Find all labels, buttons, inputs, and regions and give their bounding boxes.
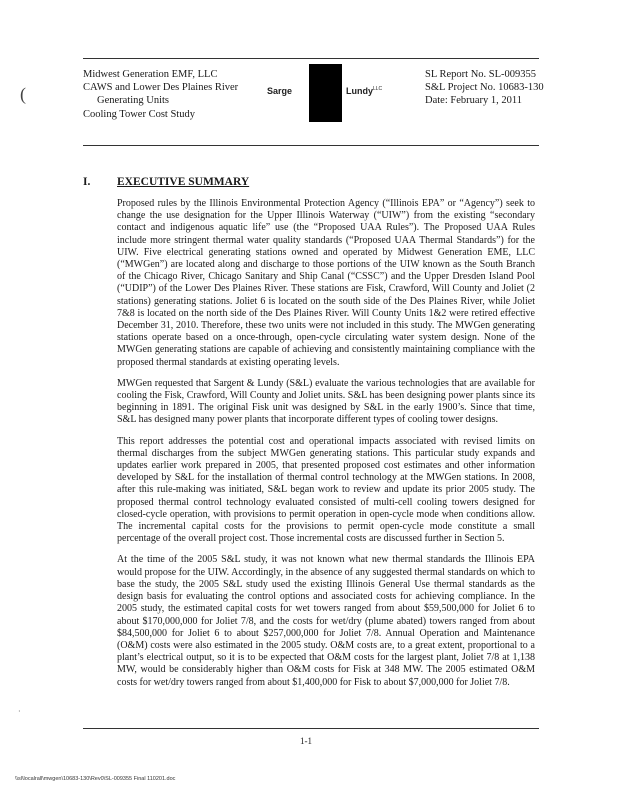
paragraph-3: This report addresses the potential cost and operational impacts associated with revised limits on thermal discharges from the subject MWGen generating stations. This particular study expands and updates earlier work prepared in 2005, that presented proposed cost estimates and other information developed by S&L for the installation of thermal control technology at the MWGen stations. In 2008, after this rule-making was initiated, S&L began work to review and update its prior 2005 study. The proposed thermal control technology evaluated consisted of multi-cell cooling towers designed for closed-cycle operation, with provisions to permit operation in open-cycle mode when conditions allow. The incremental capital costs for the provisions to permit open-cycle mode constitute a small percentage of the overall project cost. Those incremental costs are discussed further in Section 5. <box>117 435 535 545</box>
header-company: Midwest Generation EMF, LLC <box>83 69 218 80</box>
sargent-lundy-logo-block <box>309 64 342 122</box>
footer-file-path: \\sl\localrall\mwgen\10683-130\Rev0\SL-009355 Final 110201.doc <box>15 776 176 782</box>
margin-dot-mark: · <box>18 707 21 716</box>
logo-text-left: Sarge <box>267 86 293 96</box>
logo-suffix: LLC <box>373 86 383 92</box>
footer-rule <box>83 728 539 729</box>
report-number: SL Report No. SL-009355 <box>425 69 537 80</box>
paragraph-4: At the time of the 2005 S&L study, it was not known what new thermal standards the Illinois EPA would propose for the UIW. Accordingly, in the absence of any suggested thermal standards on which to base the study, the 2005 S&L study used the existing Illinois General Use thermal standards as the design basis for evaluating the control options and associated costs for achieving compliance. In the 2005 study, the estimated capital costs for wet towers ranged from about $59,500,000 for Joliet 6 to about $170,000,000 for Joliet 7/8, and the costs for wet/dry (plume abated) towers ranged from about $84,500,000 for Joliet 6 to about $257,000,000 for Joliet 7/8. Annual Operation and Maintenance (O&M) costs were also estimated in the 2005 study. O&M costs are, to a great extent, proportional to a plant’s electrical output, so it is to be expected that O&M costs for the largest plant, Joliet 7/8 at 1,138 MW, would be considerably higher than O&M costs for Fisk at 348 MW. The 2005 estimated O&M costs for wet/dry towers ranged from about $1,400,000 for Fisk to about $7,000,000 for Joliet 7/8. <box>117 554 535 688</box>
paragraph-1: Proposed rules by the Illinois Environmental Protection Agency (“Illinois EPA” or “Agency”) seek to change the use designation for the Upper Illinois Waterway (“UIW”) from the existing “secondary contact and indigenous aquatic life” use (the “Proposed UAA Rules”). The Proposed UAA Rules include more stringent thermal water quality standards (“Proposed UAA Thermal Standards”) for the UIW. Five electrical generating stations owned and operated by Midwest Generation EME, LLC (“MWGen”) are located along and discharge to those portions of the UIW known as the South Branch of the Chicago River, Chicago Sanitary and Ship Canal (“CSSC”) and the Upper Dresden Island Pool (“UDIP”) of the Lower Des Plaines River. These stations are Fisk, Crawford, Will County and Joliet (2 stations) generating stations. Joliet 6 is located on the south side of the Des Plaines River, while Joliet 7&8 is located on the north side of the Des Plaines River. Will County Units 1&2 were retired effective December 31, 2010. Therefore, these two units were not included in this study. The MWGen generating stations operate based on a once-through, open-cycle circulating water system design. None of the MWGen generating stations are capable of achieving and consistently maintaining compliance with the proposed thermal standards at existing operating levels. <box>117 198 535 368</box>
margin-bracket-mark: ( <box>20 84 26 104</box>
header-project-line2: Generating Units <box>97 95 170 107</box>
header-study-title: Cooling Tower Cost Study <box>83 108 195 120</box>
page-number: 1-1 <box>300 736 312 746</box>
section-title: EXECUTIVE SUMMARY <box>117 176 250 188</box>
header-project-line1: CAWS and Lower Des Plaines River <box>83 82 239 94</box>
header-left-block <box>83 68 238 121</box>
paragraph-2: MWGen requested that Sargent & Lundy (S&L) evaluate the various technologies that are available for cooling the Fisk, Crawford, Will County and Joliet units. S&L has been designing power plants since its beginning in 1891. The original Fisk unit was designed by S&L in the early 1900’s. Since that time, S&L has designed many power plants that incorporate different types of cooling tower designs. <box>117 377 535 426</box>
body-text <box>117 198 535 698</box>
header-bottom-rule <box>83 145 539 146</box>
logo-text-right <box>346 86 382 96</box>
section-number: I. <box>83 176 91 188</box>
header-top-rule <box>83 58 539 59</box>
header-right-block <box>425 68 544 108</box>
logo-right-word: Lundy <box>346 86 373 96</box>
report-date: Date: February 1, 2011 <box>425 95 523 107</box>
project-number: S&L Project No. 10683-130 <box>425 82 544 94</box>
